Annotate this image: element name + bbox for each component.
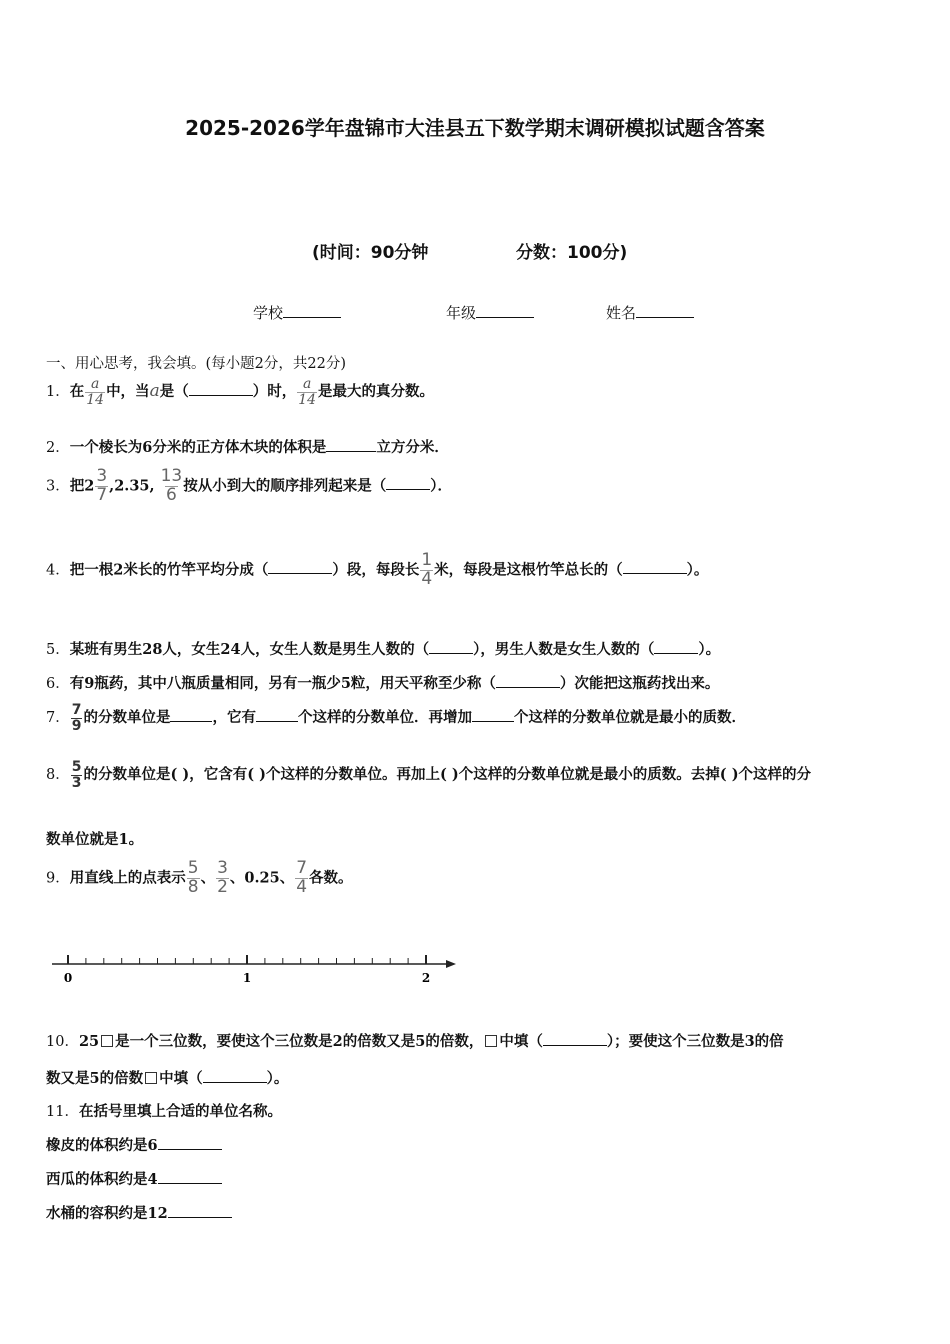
tick-label-0: 0 xyxy=(63,971,73,985)
box-icon xyxy=(101,1035,113,1047)
question-6: 6．有9瓶药，其中八瓶质量相同，另有一瓶少5粒，用天平称至少称（ ）次能把这瓶药找出来。 xyxy=(46,675,720,692)
grade-label: 年级 xyxy=(446,304,477,322)
exam-time: (时间：90分钟 xyxy=(312,243,429,263)
fraction: $\frac{7}{9}$ xyxy=(71,702,82,734)
exam-score: 分数：100分) xyxy=(516,243,628,263)
question-5: 5．某班有男生28人，女生24人，女生人数是男生人数的（ ），男生人数是女生人数的（ ）。 xyxy=(46,641,721,658)
school-field xyxy=(253,302,341,323)
number-line-arrow xyxy=(446,960,456,968)
question-9: 9．用直线上的点表示 $\frac{5}{8}$ 、 $\frac{3}{2}$ 、0.25、 $\frac{7}{4}$ 各数。 xyxy=(46,858,353,897)
fraction: $\frac{a}{14}$ xyxy=(298,376,317,408)
school-label: 学校 xyxy=(253,304,284,322)
page-title: 2025-2026学年盘锦市大洼县五下数学期末调研模拟试题含答案 xyxy=(185,116,765,140)
fraction: $\frac{3}{2}$ xyxy=(217,858,228,897)
fraction: $\frac{7}{4}$ xyxy=(296,858,308,897)
fraction: $\frac{1}{4}$ xyxy=(421,550,433,589)
question-10: 10．25 是一个三位数，要使这个三位数是2的倍数又是5的倍数， 中填（ ）；要使这个三位数是3的倍 xyxy=(46,1033,784,1050)
question-8-cont: 数单位就是1。 xyxy=(46,831,144,848)
question-10-cont: 数又是5的倍数 中填（ ）。 xyxy=(46,1070,289,1087)
question-11: 11．在括号里填上合适的单位名称。 xyxy=(46,1103,282,1120)
section-heading: 一、用心思考，我会填。(每小题2分，共22分) xyxy=(46,356,346,372)
question-3: 3．把2 $\frac{3}{7}$ ,2.35, $\frac{13}{6}$ 按从小到大的顺序排列起来是（ ）． xyxy=(46,466,452,505)
name-label: 姓名 xyxy=(606,304,637,322)
box-icon xyxy=(145,1072,157,1084)
tick-label-1: 1 xyxy=(242,971,252,985)
question-1: 1．在 $\frac{a}{14}$ 中，当a是（ ）时， $\frac{a}{14}$ 是最大的真分数。 xyxy=(46,376,435,408)
question-11-line-2: 西瓜的体积约是4 xyxy=(46,1168,222,1189)
question-2: 2．一个棱长为6分米的正方体木块的体积是 立方分米． xyxy=(46,439,449,456)
question-11-line-3: 水桶的容积约是12 xyxy=(46,1202,232,1223)
question-7: 7． $\frac{7}{9}$ 的分数单位是 ，它有 个这样的分数单位．再增加 个这样的分数单位就是最小的质数． xyxy=(46,702,746,734)
grade-field xyxy=(446,302,534,323)
fraction: $\frac{5}{3}$ xyxy=(71,759,82,791)
question-11-line-1: 橡皮的体积约是6 xyxy=(46,1134,222,1155)
question-4: 4．把一根2米长的竹竿平均分成（ ）段，每段长 $\frac{1}{4}$ 米，每段是这根竹竿总长的（ ）。 xyxy=(46,550,709,589)
question-8: 8． $\frac{5}{3}$ 的分数单位是( )，它含有( )个这样的分数单位。再加上( )个这样的分数单位就是最小的质数。去掉( )个这样的分 xyxy=(46,759,812,791)
fraction: $\frac{3}{7}$ xyxy=(96,466,108,505)
name-field xyxy=(606,302,694,323)
number-line xyxy=(46,950,466,990)
fraction: $\frac{a}{14}$ xyxy=(86,376,105,408)
fraction: $\frac{13}{6}$ xyxy=(160,466,183,505)
tick-label-2: 2 xyxy=(421,971,431,985)
fraction: $\frac{5}{8}$ xyxy=(187,858,199,897)
box-icon xyxy=(485,1035,497,1047)
